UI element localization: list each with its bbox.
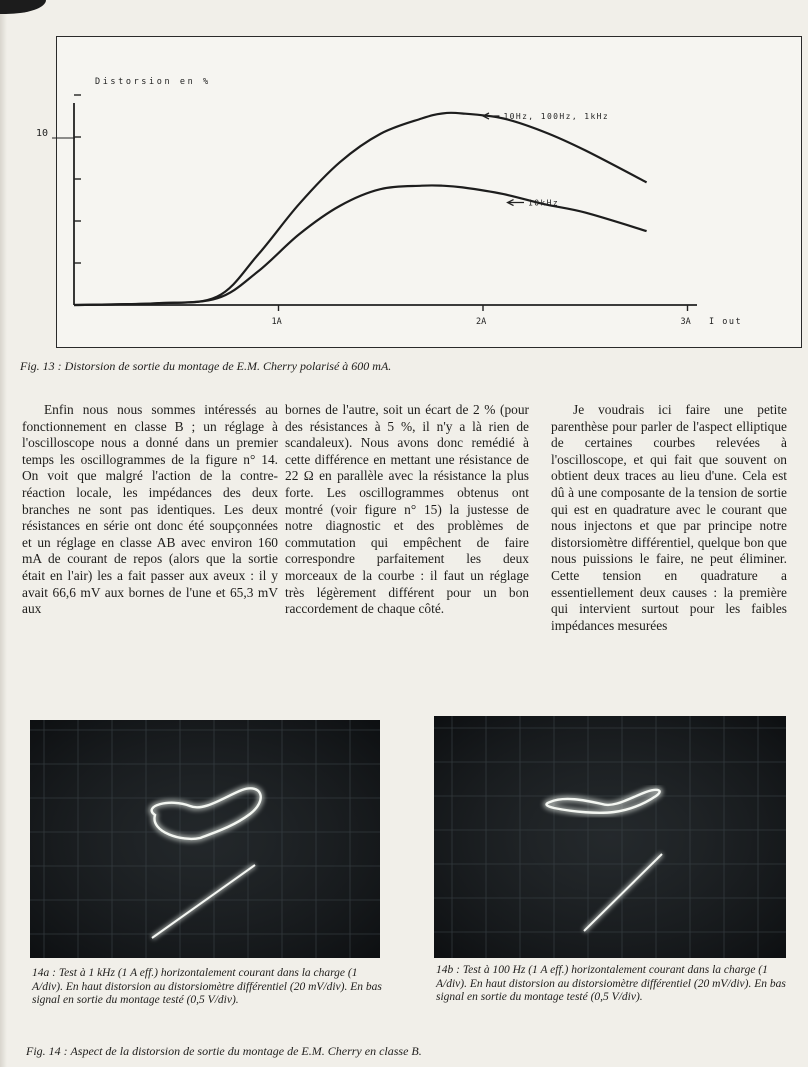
y-axis-label: Distorsion en % (95, 77, 211, 87)
x-tick-label: 3A (680, 317, 691, 327)
x-axis-label: I out (709, 317, 743, 327)
legend-label: 10Hz, 100Hz, 1kHz (503, 112, 610, 121)
fig13-graph (36, 36, 802, 348)
column-3-text: Je voudrais ici faire une petite parenthèse pour parler de l'aspect elliptique de certaines courbes relevées à l'oscilloscope, et qui fait que souvent on obtient deux traces au lieu d'une. Cela est dû à une composante de la tension de sortie qui est en quadrature avec le courant que nous injectons et que par principe notre distorsiomètre différentiel, quelque bon que nous puissions le faire, ne peut éliminer. Cette tension en quadrature a essentiellement deux causes : la première qui intervient surtout pour les faibles impédances mesurées (551, 402, 787, 633)
y-tick-label: 10 (36, 128, 49, 139)
column-2-text: bornes de l'autre, soit un écart de 2 % (pour des résistances à 5 %, il n'y a là rien de scandaleux). Nous avons donc remédié à cette différence en mettant une résistance de 22 Ω en parallèle avec la résistance la plus forte. Les oscillogrammes obtenus ont montré (voir figure n° 15) la justesse de notre diagnostic et des problèmes de commutation qui empêchent de faire correspondre parfaitement les deux morceaux de la courbe : il faut un réglage très légèrement différent pour un bon raccordement de chaque côté. (285, 402, 529, 617)
oscillogram-14b-screen (434, 716, 786, 958)
oscillogram-14a-screen (30, 720, 380, 958)
text-column-3 (551, 402, 787, 634)
fig14b-caption: 14b : Test à 100 Hz (1 A eff.) horizontalement courant dans la charge (1 A/div). En haut distorsion au distorsiomètre différentiel (20 mV/div). En bas signal en sortie du montage testé (0,5 V/div). (436, 964, 786, 1004)
text-column-2 (285, 402, 529, 618)
x-ticks (272, 305, 691, 327)
curve-low-freq (74, 113, 647, 305)
x-tick-label: 2A (476, 317, 487, 327)
column-1-text: Enfin nous nous sommes intéressés au fonctionnement en classe B ; un réglage à l'oscilloscope nous a donné dans un premier temps les oscillogrammes de la figure n° 14. On voit que malgré l'action de la contre-réaction locale, les impédances des deux branches ne sont pas identiques. Les deux résistances en série ont donc été soupçonnées et un réglage en classe AB avec environ 160 mA de courant de repos (alors que la sortie était en l'air) les a fait passer aux aveux : il y avait 66,6 mV aux bornes de l'une et 65,3 mV aux (22, 402, 278, 617)
oscillogram-14a (30, 720, 380, 958)
curves (74, 113, 647, 305)
oscillogram-14b (434, 716, 786, 958)
legend-arrow (508, 200, 524, 206)
legend-label: 10kHz (527, 198, 560, 208)
fig14-caption: Fig. 14 : Aspect de la distorsion de sortie du montage de E.M. Cherry en classe B. (26, 1044, 422, 1058)
fig13-caption: Fig. 13 : Distorsion de sortie du montage de E.M. Cherry polarisé à 600 mA. (20, 359, 392, 373)
text-column-1 (22, 402, 278, 618)
x-tick-label: 1A (271, 317, 282, 327)
curve-10khz (74, 185, 647, 305)
fig14a-caption: 14a : Test à 1 kHz (1 A eff.) horizontalement courant dans la charge (1 A/div). En haut distorsion au distorsiomètre différentiel (20 mV/div). En bas signal en sortie du montage testé (0,5 V/div). (32, 967, 382, 1007)
page-spine-shadow (0, 0, 7, 1067)
fig13-plot (36, 37, 801, 347)
scan-corner-shadow (0, 0, 46, 14)
